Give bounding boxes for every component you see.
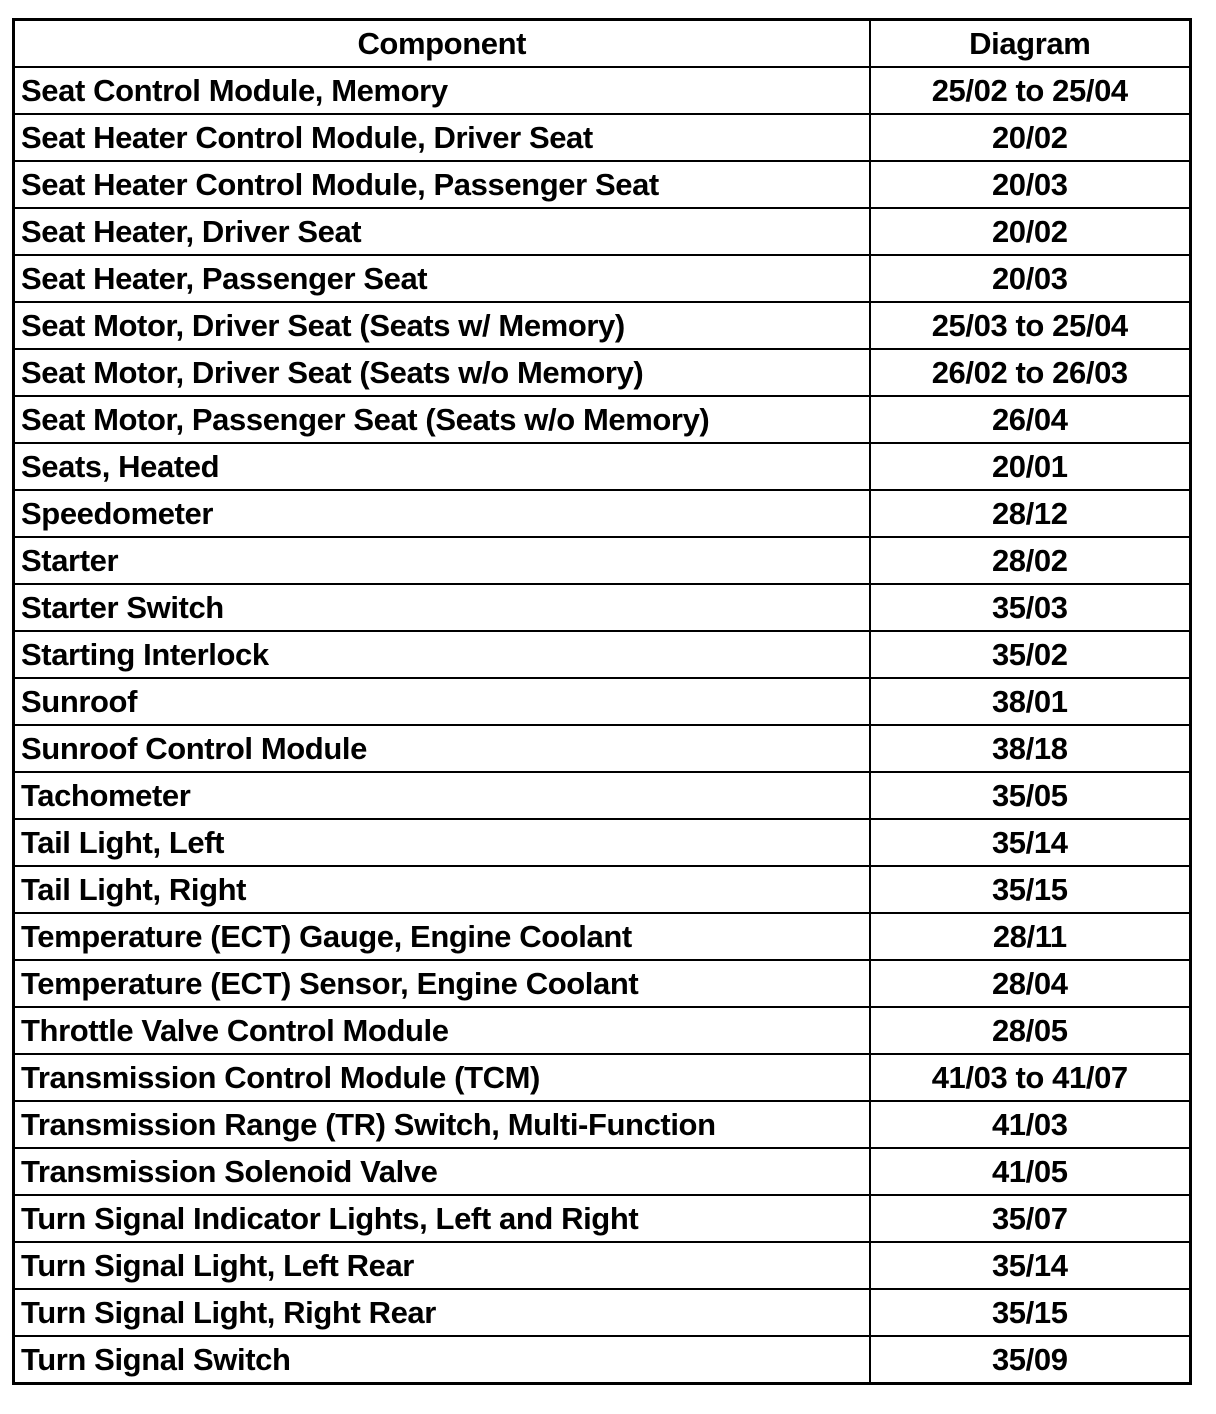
component-cell: Tachometer: [14, 772, 870, 819]
table-row: [14, 396, 1191, 443]
component-cell: Temperature (ECT) Sensor, Engine Coolant: [14, 960, 870, 1007]
diagram-cell: 28/02: [870, 537, 1191, 584]
table-row: [14, 1148, 1191, 1195]
table-row: [14, 537, 1191, 584]
component-cell: Seat Heater, Passenger Seat: [14, 255, 870, 302]
diagram-cell: 20/01: [870, 443, 1191, 490]
component-cell: Tail Light, Left: [14, 819, 870, 866]
diagram-cell: 28/04: [870, 960, 1191, 1007]
table-row: [14, 1289, 1191, 1336]
diagram-cell: 25/03 to 25/04: [870, 302, 1191, 349]
diagram-cell: 28/12: [870, 490, 1191, 537]
table-row: [14, 725, 1191, 772]
diagram-cell: 41/05: [870, 1148, 1191, 1195]
component-cell: Seat Heater Control Module, Passenger Seat: [14, 161, 870, 208]
diagram-cell: 38/18: [870, 725, 1191, 772]
table-row: [14, 678, 1191, 725]
table-row: [14, 114, 1191, 161]
component-cell: Transmission Solenoid Valve: [14, 1148, 870, 1195]
table-row: [14, 819, 1191, 866]
table-row: [14, 67, 1191, 114]
diagram-cell: 26/04: [870, 396, 1191, 443]
table-row: [14, 255, 1191, 302]
component-cell: Seat Control Module, Memory: [14, 67, 870, 114]
diagram-cell: 35/02: [870, 631, 1191, 678]
table-row: [14, 866, 1191, 913]
diagram-cell: 38/01: [870, 678, 1191, 725]
component-cell: Seat Heater, Driver Seat: [14, 208, 870, 255]
table-row: [14, 161, 1191, 208]
component-cell: Transmission Range (TR) Switch, Multi-Function: [14, 1101, 870, 1148]
table-row: [14, 1242, 1191, 1289]
diagram-cell: 35/14: [870, 1242, 1191, 1289]
header-diagram: Diagram: [870, 20, 1191, 68]
table-row: [14, 349, 1191, 396]
component-cell: Sunroof: [14, 678, 870, 725]
diagram-cell: 35/14: [870, 819, 1191, 866]
diagram-cell: 35/05: [870, 772, 1191, 819]
diagram-cell: 26/02 to 26/03: [870, 349, 1191, 396]
diagram-cell: 25/02 to 25/04: [870, 67, 1191, 114]
component-cell: Seat Motor, Driver Seat (Seats w/ Memory): [14, 302, 870, 349]
component-cell: Seat Motor, Passenger Seat (Seats w/o Memory): [14, 396, 870, 443]
table-row: [14, 1054, 1191, 1101]
component-cell: Starting Interlock: [14, 631, 870, 678]
component-cell: Temperature (ECT) Gauge, Engine Coolant: [14, 913, 870, 960]
table-row: [14, 208, 1191, 255]
component-cell: Sunroof Control Module: [14, 725, 870, 772]
diagram-cell: 35/03: [870, 584, 1191, 631]
header-component: Component: [14, 20, 870, 68]
component-cell: Tail Light, Right: [14, 866, 870, 913]
table-row: [14, 960, 1191, 1007]
table-row: [14, 302, 1191, 349]
table-row: [14, 913, 1191, 960]
table-row: [14, 631, 1191, 678]
diagram-cell: 20/02: [870, 208, 1191, 255]
component-cell: Speedometer: [14, 490, 870, 537]
component-cell: Seat Motor, Driver Seat (Seats w/o Memory): [14, 349, 870, 396]
diagram-cell: 35/15: [870, 1289, 1191, 1336]
component-cell: Seats, Heated: [14, 443, 870, 490]
component-cell: Seat Heater Control Module, Driver Seat: [14, 114, 870, 161]
table-row: [14, 490, 1191, 537]
header-row: [14, 20, 1191, 68]
table-row: [14, 584, 1191, 631]
component-cell: Turn Signal Switch: [14, 1336, 870, 1384]
table-row: [14, 772, 1191, 819]
table-body: [14, 67, 1191, 1384]
diagram-cell: 28/11: [870, 913, 1191, 960]
component-cell: Turn Signal Indicator Lights, Left and Right: [14, 1195, 870, 1242]
component-cell: Starter: [14, 537, 870, 584]
table-row: [14, 1195, 1191, 1242]
diagram-cell: 35/07: [870, 1195, 1191, 1242]
component-cell: Turn Signal Light, Right Rear: [14, 1289, 870, 1336]
component-cell: Turn Signal Light, Left Rear: [14, 1242, 870, 1289]
diagram-cell: 35/09: [870, 1336, 1191, 1384]
table-row: [14, 443, 1191, 490]
diagram-cell: 20/02: [870, 114, 1191, 161]
diagram-cell: 41/03: [870, 1101, 1191, 1148]
component-cell: Starter Switch: [14, 584, 870, 631]
table-row: [14, 1336, 1191, 1384]
component-cell: Transmission Control Module (TCM): [14, 1054, 870, 1101]
diagram-cell: 35/15: [870, 866, 1191, 913]
component-diagram-table: [12, 18, 1192, 1385]
component-cell: Throttle Valve Control Module: [14, 1007, 870, 1054]
diagram-cell: 20/03: [870, 255, 1191, 302]
table-row: [14, 1007, 1191, 1054]
diagram-cell: 20/03: [870, 161, 1191, 208]
diagram-cell: 41/03 to 41/07: [870, 1054, 1191, 1101]
table-row: [14, 1101, 1191, 1148]
diagram-cell: 28/05: [870, 1007, 1191, 1054]
